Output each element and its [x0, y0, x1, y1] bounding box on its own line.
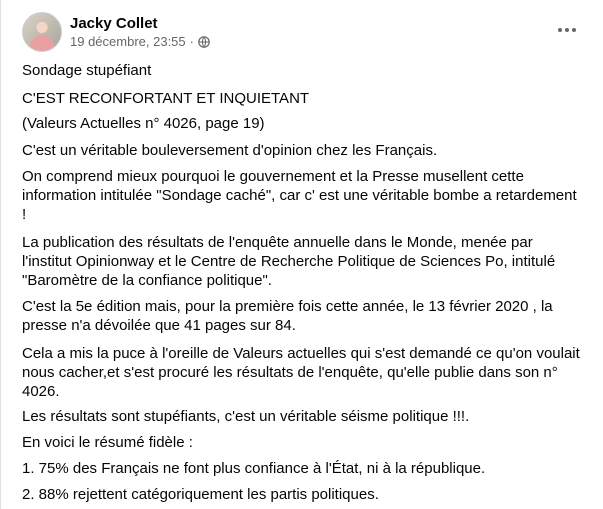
- paragraph: C'est un véritable bouleversement d'opinion chez les Français.: [22, 142, 438, 159]
- paragraph: En voici le résumé fidèle :: [22, 434, 193, 451]
- post-header: [22, 12, 210, 52]
- post-subline: [70, 33, 210, 50]
- separator-dot: ·: [189, 34, 194, 49]
- paragraph: Les résultats sont stupéfiants, c'est un véritable séisme politique !!!.: [22, 408, 470, 425]
- paragraph: Sondage stupéfiant: [22, 62, 152, 79]
- globe-icon[interactable]: [198, 36, 210, 48]
- list-item: 2. 88% rejettent catégoriquement les partis politiques.: [22, 486, 379, 503]
- author-name[interactable]: Jacky Collet: [70, 15, 158, 32]
- timestamp[interactable]: 19 décembre, 23:55: [70, 34, 186, 49]
- list-item: 1. 75% des Français ne font plus confiance à l'État, ni à la république.: [22, 460, 486, 477]
- paragraph: On comprend mieux pourquoi le gouvernement et la Presse musellent cette information intitulée "Sondage caché", car c' est une véritable bombe a retardement !: [22, 168, 577, 223]
- post-meta: [70, 14, 210, 50]
- paragraph: Cela a mis la puce à l'oreille de Valeurs actuelles qui s'est demandé ce qu'on voulait nous cacher,et s'est procuré les résultats de l'enquête, qu'elle publie dans son n° 4026.: [22, 345, 580, 400]
- more-options-icon[interactable]: [551, 16, 583, 44]
- avatar[interactable]: [22, 12, 62, 52]
- paragraph: C'est la 5e édition mais, pour la première fois cette année, le 13 février 2020 , la presse n'a dévoilée que 41 pages sur 84.: [22, 298, 553, 334]
- paragraph: (Valeurs Actuelles n° 4026, page 19): [22, 115, 265, 132]
- paragraph: C'EST RECONFORTANT ET INQUIETANT: [22, 90, 310, 107]
- paragraph: La publication des résultats de l'enquête annuelle dans le Monde, menée par l'institut Opinionway et le Centre de Recherche Politique de Sciences Po, intitulé "Baromètre de la confiance politique".: [22, 234, 556, 289]
